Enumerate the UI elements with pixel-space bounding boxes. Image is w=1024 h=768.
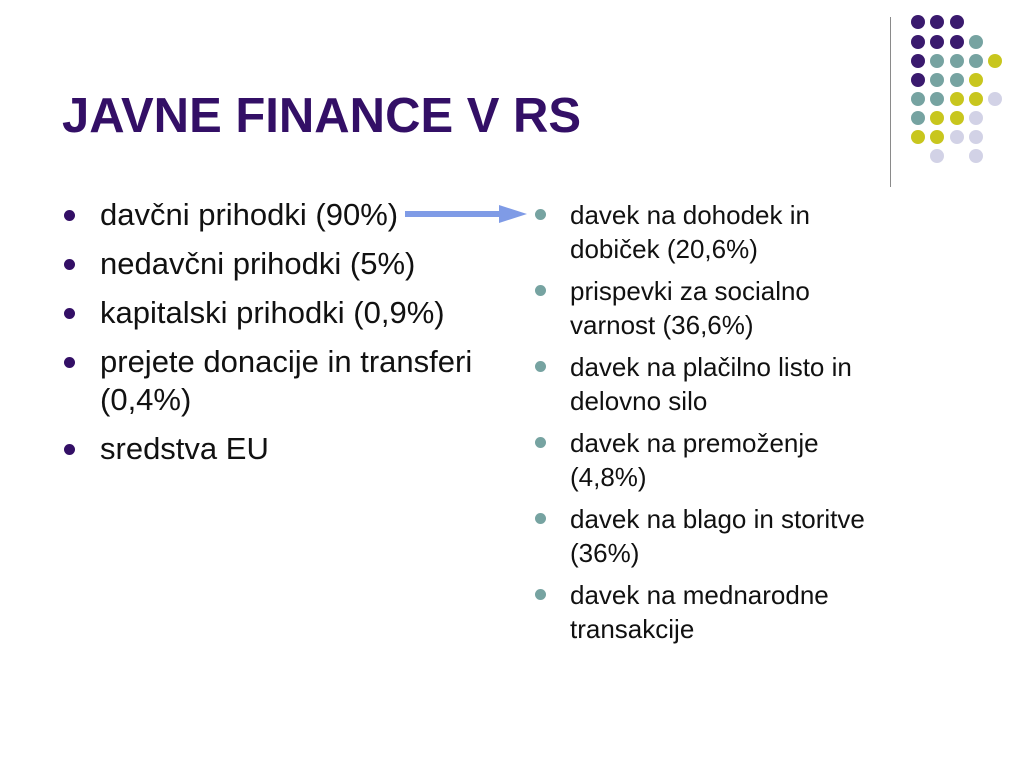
decorative-dot — [969, 130, 983, 144]
list-item: kapitalski prihodki (0,9%) — [100, 294, 500, 332]
arrow-right-icon — [405, 203, 527, 225]
decorative-dot — [911, 111, 925, 125]
decorative-dot — [911, 92, 925, 106]
decorative-dot — [930, 54, 944, 68]
list-item: prispevki za socialno varnost (36,6%) — [570, 274, 900, 342]
decorative-dot — [930, 73, 944, 87]
arrow-head — [499, 205, 527, 223]
arrow-shaft — [405, 211, 501, 217]
decorative-dot — [930, 15, 944, 29]
decorative-dot — [969, 92, 983, 106]
slide-title: JAVNE FINANCE V RS — [62, 89, 582, 143]
decorative-dot — [969, 111, 983, 125]
list-item: davek na blago in storitve (36%) — [570, 502, 900, 570]
decorative-dot — [950, 111, 964, 125]
decorative-dot — [988, 92, 1002, 106]
list-item: davek na dohodek in dobiček (20,6%) — [570, 198, 900, 266]
decorative-dot — [930, 130, 944, 144]
list-item: davek na mednarodne transakcije — [570, 578, 900, 646]
decorative-dot — [911, 130, 925, 144]
list-item: nedavčni prihodki (5%) — [100, 245, 500, 283]
list-item: prejete donacije in transferi (0,4%) — [100, 343, 500, 419]
decorative-dot — [911, 73, 925, 87]
decorative-dot — [930, 149, 944, 163]
decorative-dot — [930, 35, 944, 49]
list-item: davek na plačilno listo in delovno silo — [570, 350, 900, 418]
decorative-dot — [911, 15, 925, 29]
list-item: davčni prihodki (90%) — [100, 196, 500, 234]
decorative-dot — [950, 130, 964, 144]
revenue-list — [100, 196, 500, 479]
decorative-dot — [911, 54, 925, 68]
decorative-dot — [969, 35, 983, 49]
decorative-dot — [969, 149, 983, 163]
decorative-dot — [988, 54, 1002, 68]
decorative-dot — [950, 73, 964, 87]
decorative-dot — [911, 35, 925, 49]
header-divider-line — [890, 17, 891, 187]
decorative-dot — [969, 73, 983, 87]
decorative-dot — [950, 15, 964, 29]
list-item: sredstva EU — [100, 430, 500, 468]
list-item: davek na premoženje (4,8%) — [570, 426, 900, 494]
decorative-dot — [930, 111, 944, 125]
decorative-dot — [930, 92, 944, 106]
tax-revenue-breakdown-list — [570, 198, 900, 654]
decorative-dot — [969, 54, 983, 68]
decorative-dot — [950, 54, 964, 68]
decorative-dot — [950, 35, 964, 49]
decorative-dot — [950, 92, 964, 106]
